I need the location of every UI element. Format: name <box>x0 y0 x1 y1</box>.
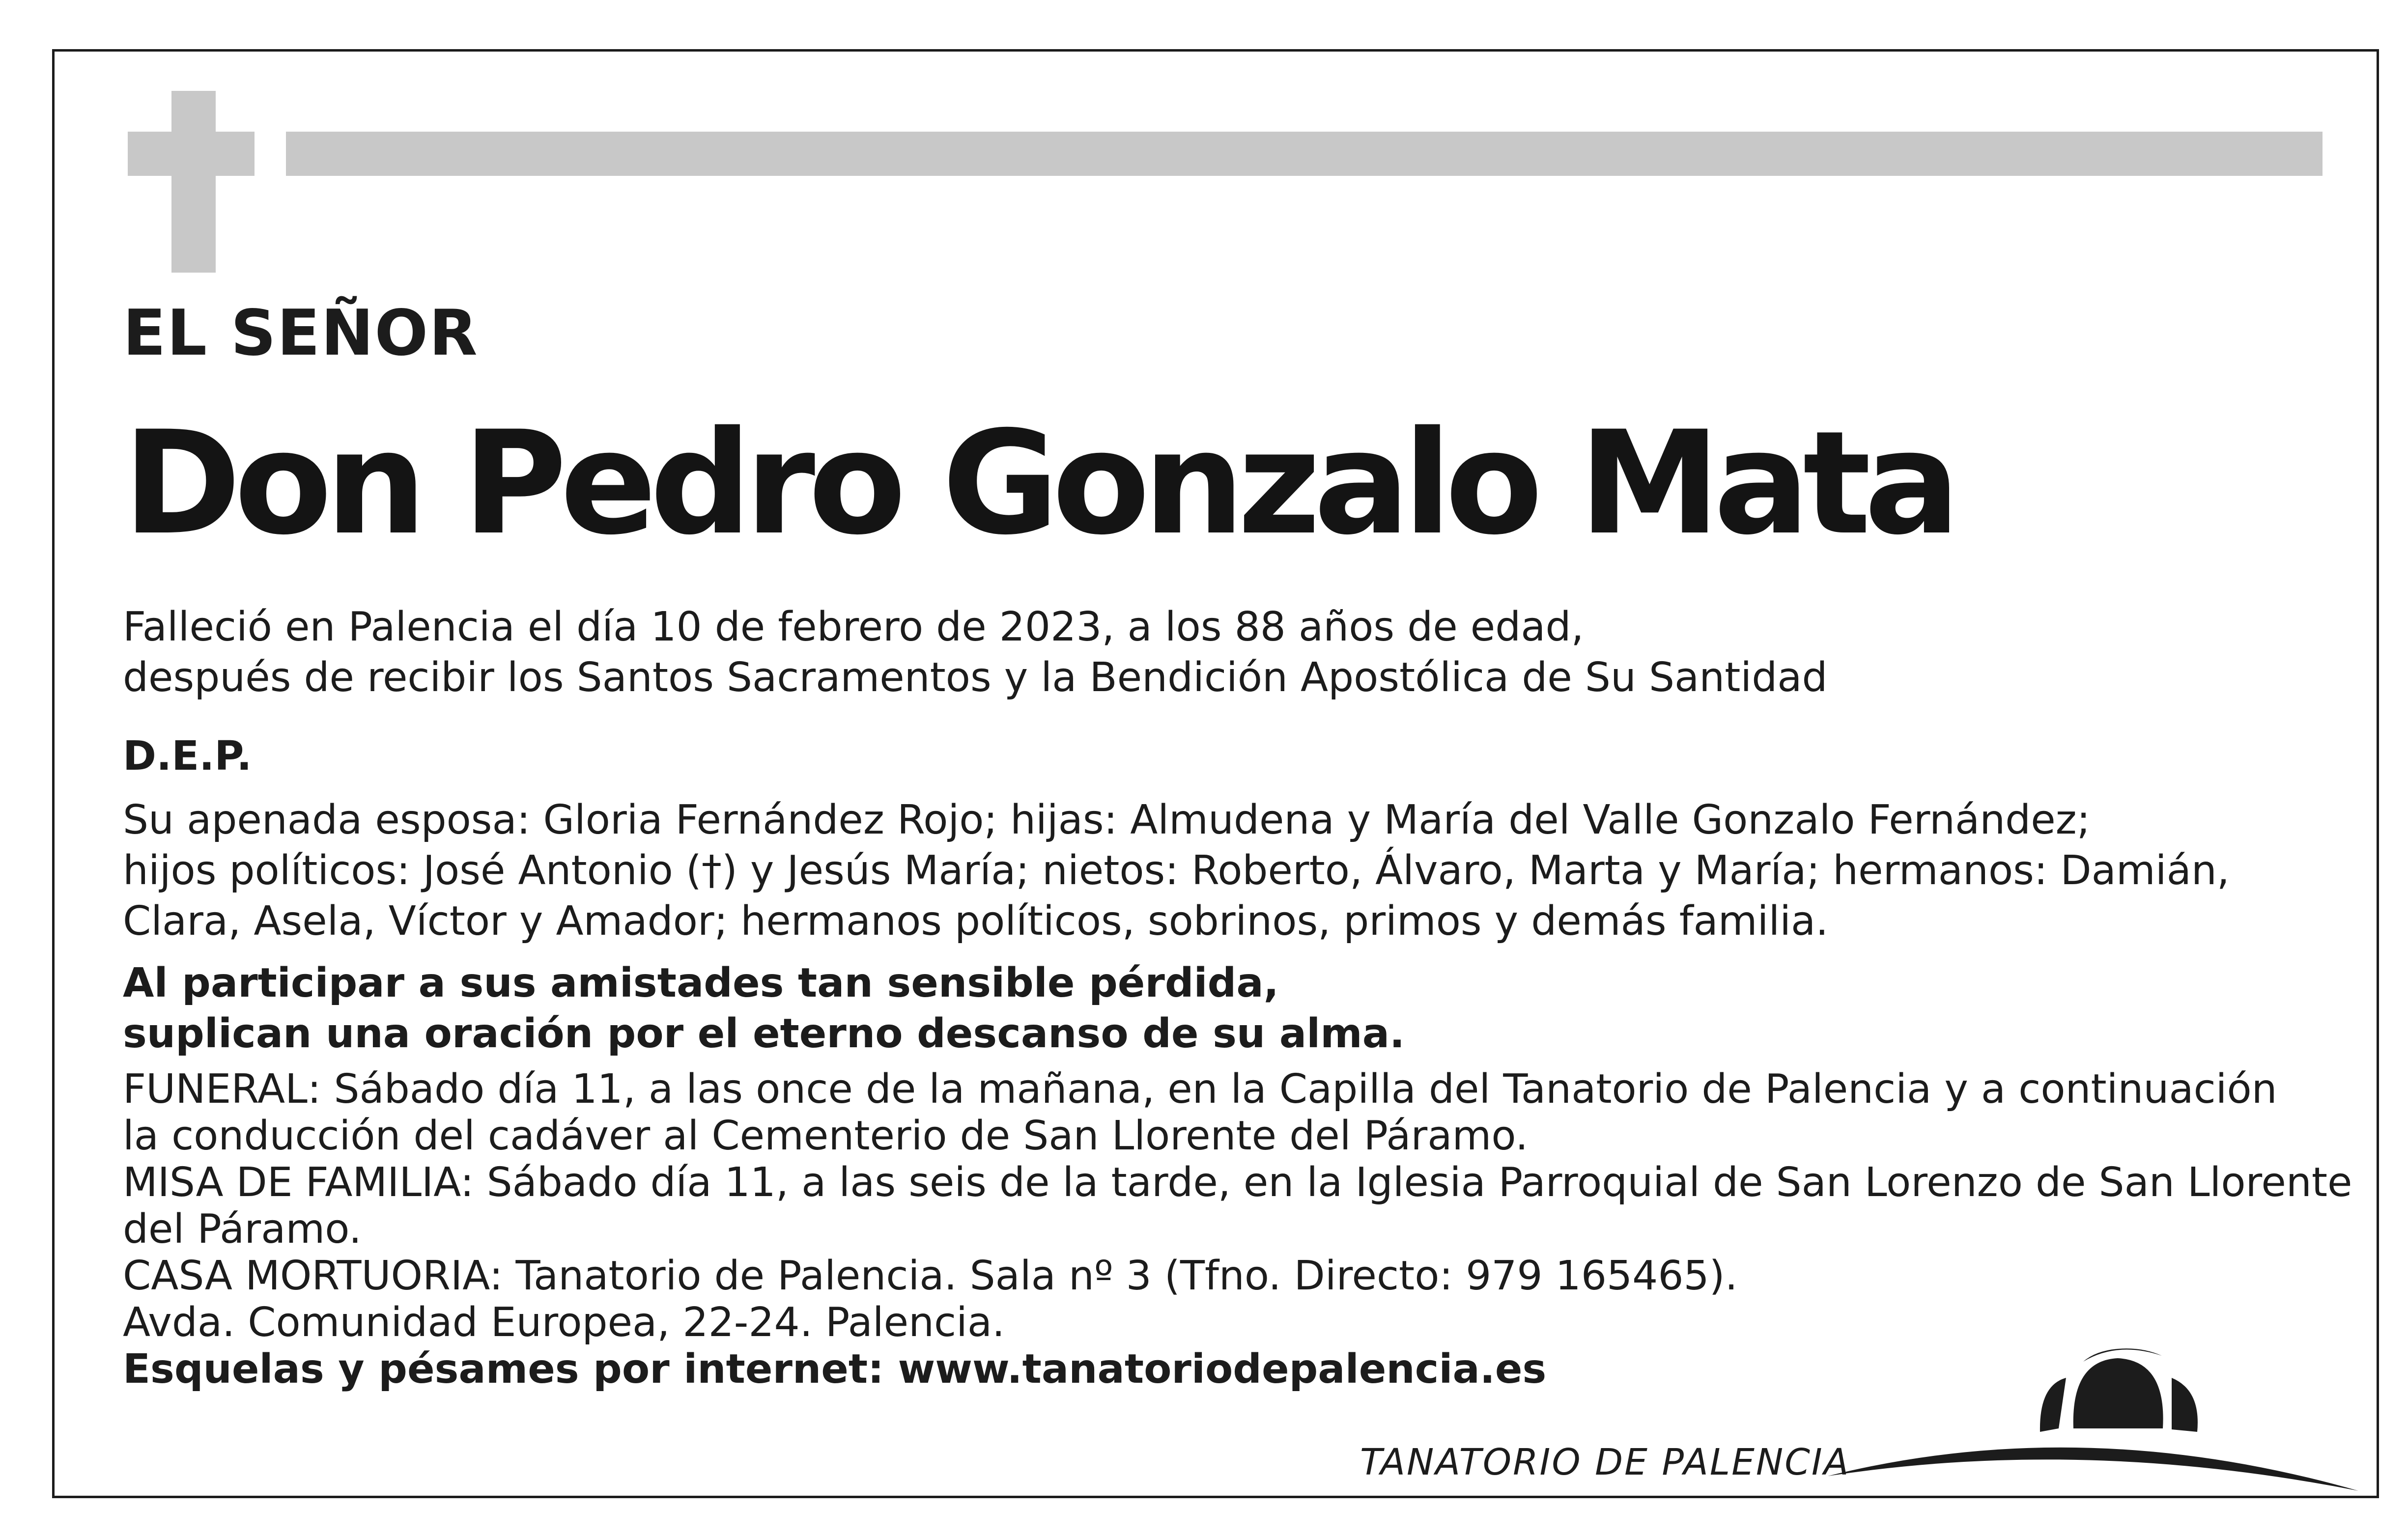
detail-line: MISA DE FAMILIA: Sábado día 11, a las seis de la tarde, en la Iglesia Parroquial de San Lorenzo de San Llorente <box>123 1159 2352 1206</box>
intro-line: Falleció en Palencia el día 10 de febrero de 2023, a los 88 años de edad, <box>123 604 1584 650</box>
header-bar <box>286 132 2323 176</box>
detail-line: FUNERAL: Sábado día 11, a las once de la mañana, en la Capilla del Tanatorio de Palencia y a continuación <box>123 1066 2277 1113</box>
intro-line: después de recibir los Santos Sacramentos y la Bendición Apostólica de Su Santidad <box>123 654 1828 701</box>
brand-name: TANATORIO DE PALENCIA <box>1360 1441 1850 1483</box>
dep-label: D.E.P. <box>123 733 252 780</box>
dome-left <box>2040 1378 2066 1432</box>
cross-icon-horizontal <box>128 132 255 176</box>
appeal-text <box>123 958 1405 1059</box>
family-line: Clara, Asela, Víctor y Amador; hermanos políticos, sobrinos, primos y demás familia. <box>123 898 1829 945</box>
dome-right <box>2172 1378 2198 1432</box>
website-line: Esquelas y pésames por internet: www.tanatoriodepalencia.es <box>123 1346 1547 1393</box>
appeal-line: suplican una oración por el eterno descanso de su alma. <box>123 1010 1405 1057</box>
cross-icon-vertical <box>171 91 216 273</box>
detail-line: la conducción del cadáver al Cementerio de San Llorente del Páramo. <box>123 1113 1529 1159</box>
death-announcement <box>123 602 1828 703</box>
detail-line: del Páramo. <box>123 1206 362 1253</box>
detail-line: Avda. Comunidad Europea, 22-24. Palencia. <box>123 1299 1005 1346</box>
notice-title: EL SEÑOR <box>123 297 479 370</box>
family-list <box>123 795 2230 947</box>
family-line: Su apenada esposa: Gloria Fernández Rojo; hijas: Almudena y María del Valle Gonzalo Fernández; <box>123 797 2091 843</box>
horizon-arc <box>1828 1448 2358 1491</box>
dome-center <box>2073 1358 2163 1428</box>
family-line: hijos políticos: José Antonio (†) y Jesús María; nietos: Roberto, Álvaro, Marta y María; hermanos: Damián, <box>123 847 2230 894</box>
detail-line: CASA MORTUORIA: Tanatorio de Palencia. Sala nº 3 (Tfno. Directo: 979 165465). <box>123 1253 1738 1299</box>
appeal-line: Al participar a sus amistades tan sensible pérdida, <box>123 960 1279 1006</box>
dome-horizon-logo-icon <box>1828 1331 2363 1493</box>
deceased-name: Don Pedro Gonzalo Mata <box>123 401 1954 566</box>
